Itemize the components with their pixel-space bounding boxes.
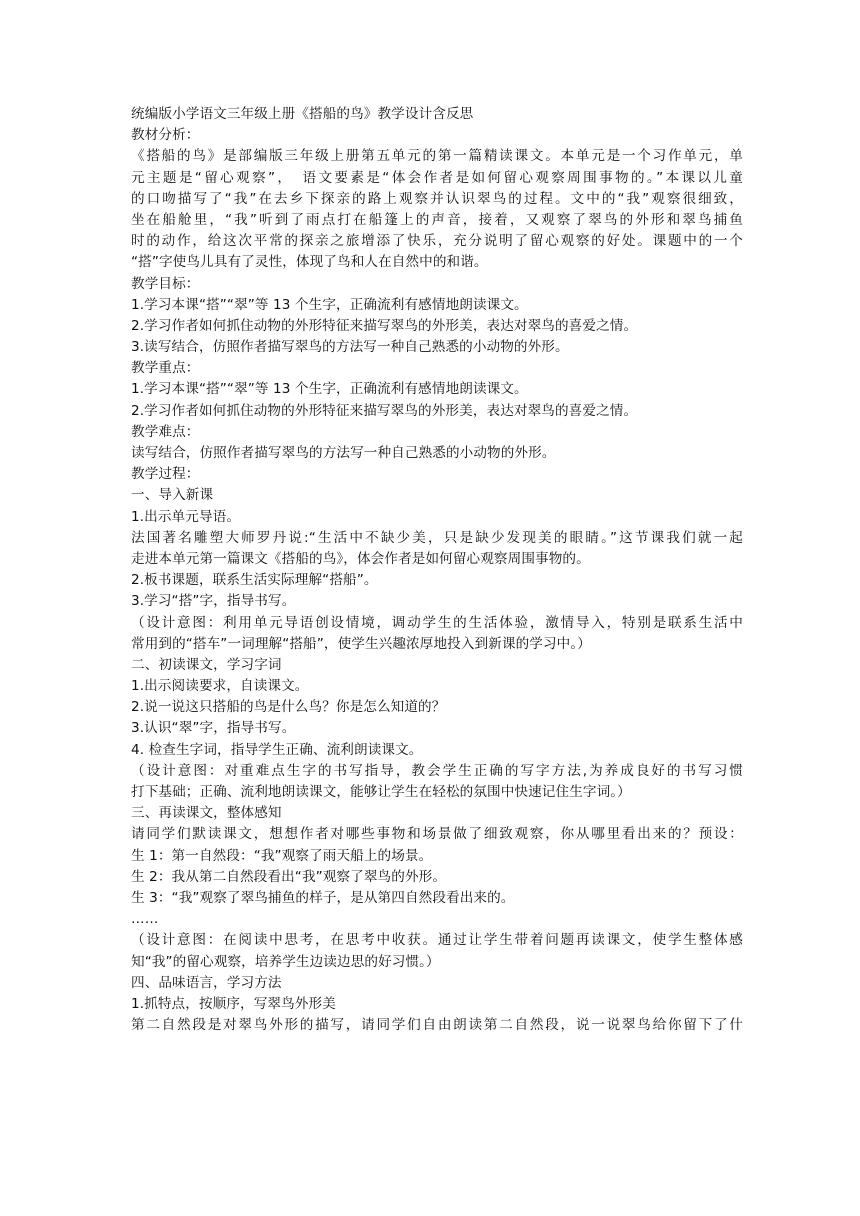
text-line: 常用到的“搭车”一词理解“搭船”，使学生兴趣浓厚地投入到新课的学习中。） <box>131 635 591 652</box>
text-line: 2.说一说这只搭船的鸟是什么鸟？你是怎么知道的？ <box>131 699 446 716</box>
text-line: 1.学习本课“搭”“翠”等 13 个生字，正确流利有感情地朗读课文。 <box>131 381 528 398</box>
text-line: 1.学习本课“搭”“翠”等 13 个生字，正确流利有感情地朗读课文。 <box>131 296 528 313</box>
text-line: 请同学们默读课文，想想作者对哪些事物和场景做了细致观察，你从哪里看出来的？预设： <box>131 826 743 843</box>
text-line: 教学重点： <box>131 360 200 377</box>
text-line: 走进本单元第一篇课文《搭船的鸟》，体会作者是如何留心观察周围事物的。 <box>131 550 590 567</box>
text-line: 法国著名雕塑大师罗丹说:“生活中不缺少美，只是缺少发现美的眼睛。”这节课我们就一起 <box>131 529 743 546</box>
text-line: 4. 检查生字词，指导学生正确、流利朗读课文。 <box>131 741 423 758</box>
text-line: 教材分析： <box>131 127 200 144</box>
text-line: 生 3：“我”观察了翠鸟捕鱼的样子，是从第四自然段看出来的。 <box>131 889 515 906</box>
text-line: 生 1：第一自然段：“我”观察了雨天船上的场景。 <box>131 847 433 864</box>
text-line: 第二自然段是对翠鸟外形的描写，请同学们自由朗读第二自然段，说一说翠鸟给你留下了什 <box>131 1017 743 1034</box>
text-line: 坐在船舱里，“我”听到了雨点打在船篷上的声音，接着，又观察了翠鸟的外形和翠鸟捕鱼 <box>131 211 743 228</box>
document-page <box>131 104 743 1036</box>
text-line: 教学目标： <box>131 275 200 292</box>
text-line: （设计意图：利用单元导语创设情境，调动学生的生活体验，激情导入，特别是联系生活中 <box>131 614 743 631</box>
text-line: 生 2：我从第二自然段看出“我”观察了翠鸟的外形。 <box>131 868 447 885</box>
text-line: …… <box>131 911 159 928</box>
text-line: 2.板书课题，联系生活实际理解“搭船”。 <box>131 572 378 589</box>
text-line: 1.抓特点，按顺序，写翠鸟外形美 <box>131 995 336 1012</box>
text-line: （设计意图：对重难点生字的书写指导，教会学生正确的写字方法,为养成良好的书写习惯 <box>131 762 743 779</box>
text-line: 1.出示单元导语。 <box>131 508 241 525</box>
text-line: 读写结合，仿照作者描写翠鸟的方法写一种自己熟悉的小动物的外形。 <box>131 445 556 461</box>
text-line: “搭”字使鸟儿具有了灵性，体现了鸟和人在自然中的和谐。 <box>131 254 488 271</box>
text-line: 一、导入新课 <box>131 487 214 504</box>
text-line: 《搭船的鸟》是部编版三年级上册第五单元的第一篇精读课文。本单元是一个习作单元，单 <box>131 148 743 165</box>
text-line: 元主题是“留心观察”， 语文要素是“体会作者是如何留心观察周围事物的。”本课以儿童 <box>131 169 743 186</box>
text-line: 二、初读课文，学习字词 <box>131 656 282 673</box>
text-line: 2.学习作者如何抓住动物的外形特征来描写翠鸟的外形美，表达对翠鸟的喜爱之情。 <box>131 402 638 419</box>
text-line: 3.学习“搭”字，指导书写。 <box>131 593 296 610</box>
text-line: 打下基础；正确、流利地朗读课文，能够让学生在轻松的氛围中快速记住生字词。） <box>131 784 631 800</box>
text-line: 知“我”的留心观察，培养学生边读边思的好习惯。） <box>131 953 440 970</box>
text-line: 四、品味语言，学习方法 <box>131 974 282 991</box>
text-line: 3.读写结合，仿照作者描写翠鸟的方法写一种自己熟悉的小动物的外形。 <box>131 339 569 356</box>
text-line: 1.出示阅读要求，自读课文。 <box>131 678 309 695</box>
text-line: 的口吻描写了“我”在去乡下探亲的路上观察并认识翠鸟的过程。文中的“我”观察很细致， <box>131 190 743 207</box>
text-line: 教学过程： <box>131 466 200 483</box>
text-line: 教学难点： <box>131 423 200 440</box>
text-line: 3.认识“翠”字，指导书写。 <box>131 720 296 737</box>
text-line: （设计意图：在阅读中思考，在思考中收获。通过让学生带着问题再读课文，使学生整体感 <box>131 932 743 949</box>
text-line: 三、再读课文，整体感知 <box>131 805 282 822</box>
document-title: 统编版小学语文三年级上册《搭船的鸟》教学设计含反思 <box>131 106 474 122</box>
text-line: 时的动作，给这次平常的探亲之旅增添了快乐，充分说明了留心观察的好处。课题中的一个 <box>131 233 743 250</box>
text-line: 2.学习作者如何抓住动物的外形特征来描写翠鸟的外形美，表达对翠鸟的喜爱之情。 <box>131 317 638 334</box>
